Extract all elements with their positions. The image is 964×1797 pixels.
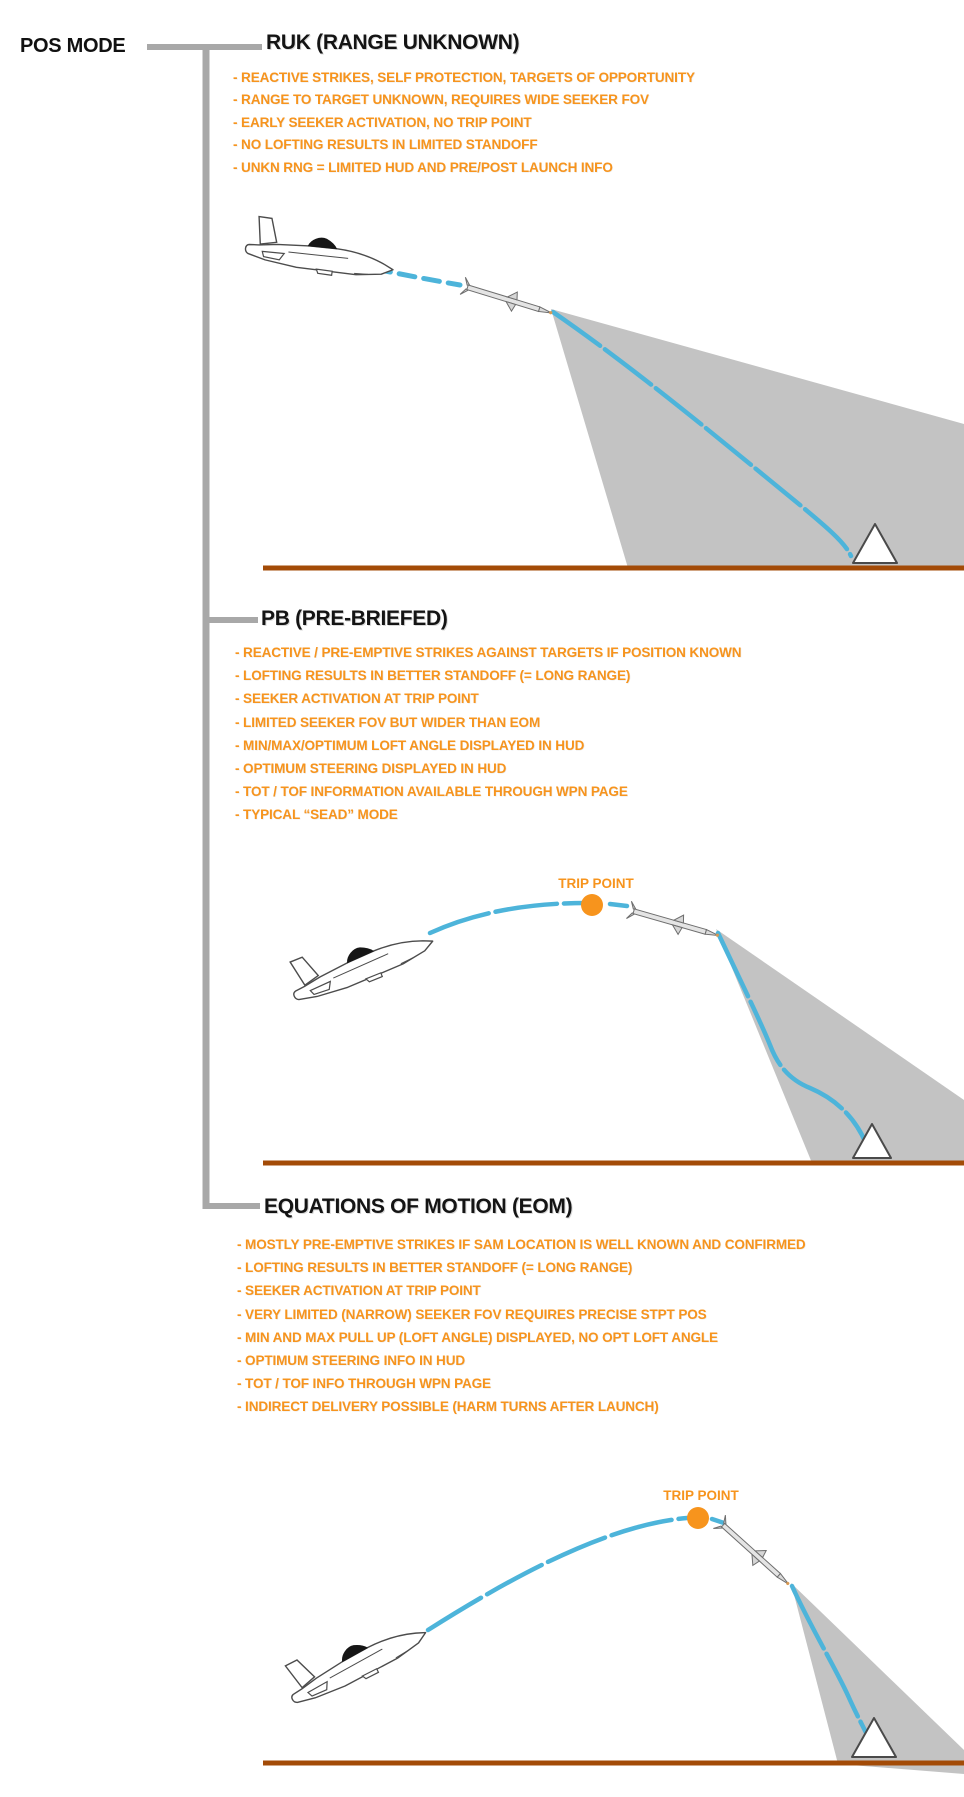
bullet-item: - MIN/MAX/OPTIMUM LOFT ANGLE DISPLAYED IN HUD: [235, 737, 585, 753]
harm-missile-icon: [626, 900, 721, 945]
section-title-ruk: RUK (RANGE UNKNOWN): [266, 31, 520, 54]
bullet-item: - LOFTING RESULTS IN BETTER STANDOFF (= LONG RANGE): [235, 668, 631, 684]
bullet-item: - MIN AND MAX PULL UP (LOFT ANGLE) DISPLAYED, NO OPT LOFT ANGLE: [237, 1329, 718, 1345]
section-title-pb: PB (PRE-BRIEFED): [261, 607, 448, 630]
loft-trajectory-path: [430, 903, 586, 933]
bullet-item: - TOT / TOF INFO THROUGH WPN PAGE: [237, 1376, 491, 1392]
bullet-item: - TOT / TOF INFORMATION AVAILABLE THROUGH WPN PAGE: [235, 784, 628, 800]
trip-point-label: TRIP POINT: [558, 876, 634, 891]
loft-trajectory-path: [428, 1518, 687, 1630]
bullet-item: - LOFTING RESULTS IN BETTER STANDOFF (= LONG RANGE): [237, 1260, 633, 1276]
harm-missile-icon: [713, 1514, 796, 1591]
bullet-item: - REACTIVE / PRE-EMPTIVE STRIKES AGAINST TARGETS IF POSITION KNOWN: [235, 645, 742, 660]
bullet-item: - REACTIVE STRIKES, SELF PROTECTION, TARGETS OF OPPORTUNITY: [233, 70, 695, 85]
pos-mode-label: POS MODE: [20, 35, 126, 57]
connector-tree: [147, 44, 262, 1209]
diagram-eom: [263, 1488, 964, 1774]
bullet-item: - OPTIMUM STEERING INFO IN HUD: [237, 1352, 465, 1368]
seeker-fov-cone: [716, 929, 964, 1163]
section-title-eom: EQUATIONS OF MOTION (EOM): [264, 1195, 573, 1218]
bullet-item: - SEEKER ACTIVATION AT TRIP POINT: [237, 1283, 481, 1299]
bullet-item: - EARLY SEEKER ACTIVATION, NO TRIP POINT: [233, 114, 532, 130]
diagram-pb: [263, 876, 964, 1163]
harm-missile-icon: [460, 276, 555, 322]
bullet-item: - NO LOFTING RESULTS IN LIMITED STANDOFF: [233, 137, 538, 153]
trajectory-dash: [610, 904, 627, 906]
diagram-ruk: [243, 215, 964, 568]
trip-point-dot: [581, 894, 603, 916]
trip-point-label: TRIP POINT: [663, 1488, 739, 1503]
bullet-item: - VERY LIMITED (NARROW) SEEKER FOV REQUIRES PRECISE STPT POS: [237, 1306, 707, 1322]
bullet-item: - INDIRECT DELIVERY POSSIBLE (HARM TURNS AFTER LAUNCH): [237, 1399, 659, 1415]
bullet-item: - UNKN RNG = LIMITED HUD AND PRE/POST LAUNCH INFO: [233, 159, 613, 175]
bullet-item: - TYPICAL “SEAD” MODE: [235, 807, 398, 823]
bullet-item: - SEEKER ACTIVATION AT TRIP POINT: [235, 691, 479, 707]
f16-jet-icon: [243, 215, 397, 283]
bullet-item: - LIMITED SEEKER FOV BUT WIDER THAN EOM: [235, 714, 541, 730]
f16-jet-icon: [282, 910, 438, 1010]
trip-point-dot: [687, 1507, 709, 1529]
bullet-item: - OPTIMUM STEERING DISPLAYED IN HUD: [235, 760, 507, 776]
bullet-item: - MOSTLY PRE-EMPTIVE STRIKES IF SAM LOCATION IS WELL KNOWN AND CONFIRMED: [237, 1237, 806, 1252]
trajectory-dash: [712, 1519, 724, 1523]
seeker-fov-cone: [551, 309, 964, 568]
f16-jet-icon: [277, 1602, 432, 1712]
bullet-item: - RANGE TO TARGET UNKNOWN, REQUIRES WIDE SEEKER FOV: [233, 92, 649, 108]
